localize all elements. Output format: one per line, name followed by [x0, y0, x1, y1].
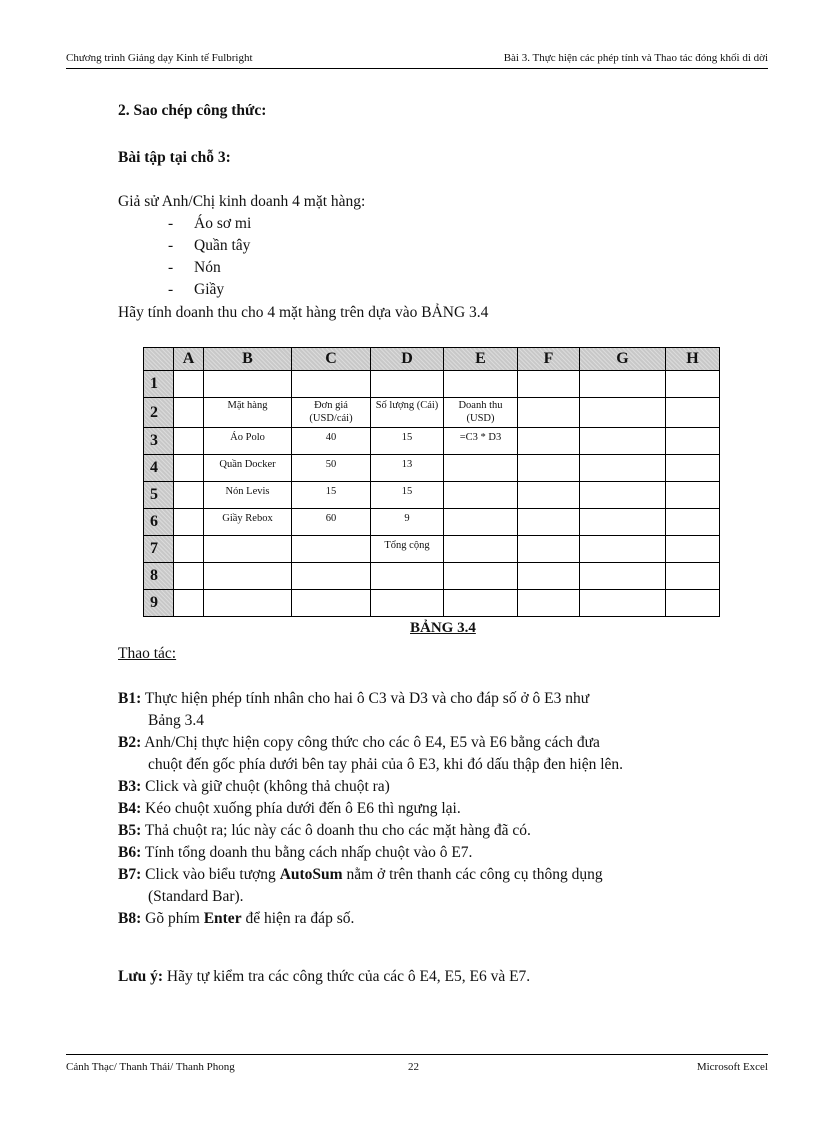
- column-header: D: [371, 348, 444, 371]
- sheet-cell: 15: [371, 482, 444, 509]
- sheet-cell: Quần Docker: [204, 455, 292, 482]
- sheet-cell: [666, 398, 720, 428]
- sheet-cell: Số lượng (Cái): [371, 398, 444, 428]
- list-item: - Quần tây: [168, 237, 251, 254]
- list-item: - Giầy: [168, 281, 225, 298]
- sheet-cell: Áo Polo: [204, 428, 292, 455]
- sheet-cell: Doanh thu (USD): [444, 398, 518, 428]
- sheet-cell: [292, 536, 371, 563]
- note: Lưu ý: Hãy tự kiểm tra các công thức của các ô E4, E5, E6 và E7.: [118, 968, 531, 985]
- sheet-cell: [580, 482, 666, 509]
- sheet-cell: [666, 482, 720, 509]
- sheet-cell: 60: [292, 509, 371, 536]
- header-rule: [66, 68, 768, 69]
- sheet-cell: [580, 455, 666, 482]
- sheet-cell: [518, 455, 580, 482]
- row-header: 9: [144, 590, 174, 617]
- table-row: [144, 482, 720, 509]
- sheet-cell: [580, 398, 666, 428]
- row-header: 2: [144, 398, 174, 428]
- sheet-cell: [444, 482, 518, 509]
- list-item: - Áo sơ mi: [168, 215, 252, 232]
- sheet-cell: 9: [371, 509, 444, 536]
- step-item: B8: Gõ phím Enter để hiện ra đáp số.: [118, 910, 355, 927]
- step-item: B2: Anh/Chị thực hiện copy công thức cho các ô E4, E5 và E6 bằng cách đưa chuột đến gốc phía dưới bên tay phải của ô E3, khi đó dấu thập đen hiện lên.: [118, 734, 624, 773]
- sheet-cell: [444, 509, 518, 536]
- step-item: B4: Kéo chuột xuống phía dưới đến ô E6 thì ngưng lại.: [118, 800, 461, 817]
- sheet-cell: [174, 509, 204, 536]
- sheet-cell: [580, 590, 666, 617]
- sheet-cell: [666, 563, 720, 590]
- sheet-cell: [292, 371, 371, 398]
- sheet-cell: [518, 371, 580, 398]
- column-header: G: [580, 348, 666, 371]
- footer-rule: [66, 1054, 768, 1055]
- step-item: B3: Click và giữ chuột (không thả chuột ra): [118, 778, 390, 795]
- instruction-text: Hãy tính doanh thu cho 4 mặt hàng trên dựa vào BẢNG 3.4: [118, 304, 489, 321]
- sheet-cell: [174, 482, 204, 509]
- sheet-cell: [444, 455, 518, 482]
- table-row: [144, 428, 720, 455]
- sheet-cell: [666, 536, 720, 563]
- sheet-cell: [371, 371, 444, 398]
- intro-text: Giả sử Anh/Chị kinh doanh 4 mặt hàng:: [118, 193, 366, 210]
- sheet-cell: [444, 536, 518, 563]
- sheet-cell: [204, 536, 292, 563]
- section-title: 2. Sao chép công thức:: [118, 102, 267, 119]
- sheet-cell: [666, 509, 720, 536]
- sheet-cell: [518, 590, 580, 617]
- sheet-cell: [292, 590, 371, 617]
- sheet-cell: =C3 * D3: [444, 428, 518, 455]
- table-row: [144, 455, 720, 482]
- row-header: 6: [144, 509, 174, 536]
- footer-right: Microsoft Excel: [696, 1061, 768, 1073]
- column-header: A: [174, 348, 204, 371]
- column-header: B: [204, 348, 292, 371]
- thao-tac-heading: Thao tác:: [118, 645, 177, 662]
- sheet-corner: [144, 348, 174, 371]
- column-header: C: [292, 348, 371, 371]
- sheet-cell: 40: [292, 428, 371, 455]
- sheet-cell: [204, 563, 292, 590]
- sheet-cell: [518, 482, 580, 509]
- table-caption: BẢNG 3.4: [410, 620, 476, 636]
- sheet-cell: [518, 509, 580, 536]
- spreadsheet-table: [143, 347, 720, 617]
- sheet-cell: Đơn giá (USD/cái): [292, 398, 371, 428]
- sheet-cell: [518, 536, 580, 563]
- sheet-cell: [174, 563, 204, 590]
- item-list: [168, 213, 251, 301]
- sheet-cell: [580, 428, 666, 455]
- sheet-cell: [444, 563, 518, 590]
- sheet-cell: [444, 371, 518, 398]
- sheet-cell: [174, 536, 204, 563]
- sheet-cell: [371, 590, 444, 617]
- table-row: [144, 398, 720, 428]
- sheet-cell: [204, 590, 292, 617]
- sheet-cell: [174, 590, 204, 617]
- sheet-cell: [518, 563, 580, 590]
- sheet-cell: Nón Levis: [204, 482, 292, 509]
- column-header: H: [666, 348, 720, 371]
- page-number: 22: [408, 1061, 419, 1073]
- header-right: Bài 3. Thực hiện các phép tính và Thao tác đóng khối di dời: [503, 52, 768, 64]
- table-row: [144, 509, 720, 536]
- row-header: 5: [144, 482, 174, 509]
- table-row: [144, 590, 720, 617]
- row-header: 8: [144, 563, 174, 590]
- steps-list: [118, 688, 718, 930]
- row-header: 7: [144, 536, 174, 563]
- sheet-cell: 15: [371, 428, 444, 455]
- sheet-cell: [580, 563, 666, 590]
- sheet-cell: [371, 563, 444, 590]
- sheet-cell: [518, 398, 580, 428]
- step-item: B6: Tính tổng doanh thu bằng cách nhấp chuột vào ô E7.: [118, 844, 473, 861]
- column-header: E: [444, 348, 518, 371]
- sheet-cell: [204, 371, 292, 398]
- sheet-cell: 13: [371, 455, 444, 482]
- sheet-cell: [666, 371, 720, 398]
- table-row: [144, 536, 720, 563]
- sheet-cell: [580, 509, 666, 536]
- table-row: [144, 563, 720, 590]
- sheet-cell: [174, 455, 204, 482]
- column-header: F: [518, 348, 580, 371]
- sheet-cell: [666, 455, 720, 482]
- sheet-cell: Giầy Rebox: [204, 509, 292, 536]
- sheet-cell: [174, 428, 204, 455]
- step-item: B7: Click vào biểu tượng AutoSum nằm ở trên thanh các công cụ thông dụng (Standard Bar).: [118, 866, 603, 905]
- sheet-cell: Mặt hàng: [204, 398, 292, 428]
- sheet-cell: [174, 371, 204, 398]
- table-row: [144, 371, 720, 398]
- row-header: 1: [144, 371, 174, 398]
- exercise-title: Bài tập tại chỗ 3:: [118, 149, 231, 166]
- sheet-cell: [444, 590, 518, 617]
- list-item: - Nón: [168, 259, 221, 276]
- row-header: 3: [144, 428, 174, 455]
- sheet-cell: [580, 536, 666, 563]
- step-item: B5: Thả chuột ra; lúc này các ô doanh thu cho các mặt hàng đã có.: [118, 822, 531, 839]
- step-item: B1: Thực hiện phép tính nhân cho hai ô C3 và D3 và cho đáp số ở ô E3 như Bảng 3.4: [118, 690, 590, 729]
- sheet-cell: [518, 428, 580, 455]
- sheet-cell: 50: [292, 455, 371, 482]
- sheet-cell: [580, 371, 666, 398]
- sheet-cell: 15: [292, 482, 371, 509]
- sheet-cell: [666, 428, 720, 455]
- sheet-cell: [292, 563, 371, 590]
- row-header: 4: [144, 455, 174, 482]
- footer-authors: Cảnh Thạc/ Thanh Thái/ Thanh Phong: [66, 1061, 235, 1073]
- sheet-cell: Tổng cộng: [371, 536, 444, 563]
- header-left: Chương trình Giảng dạy Kinh tế Fulbright: [66, 52, 253, 64]
- sheet-cell: [174, 398, 204, 428]
- sheet-cell: [666, 590, 720, 617]
